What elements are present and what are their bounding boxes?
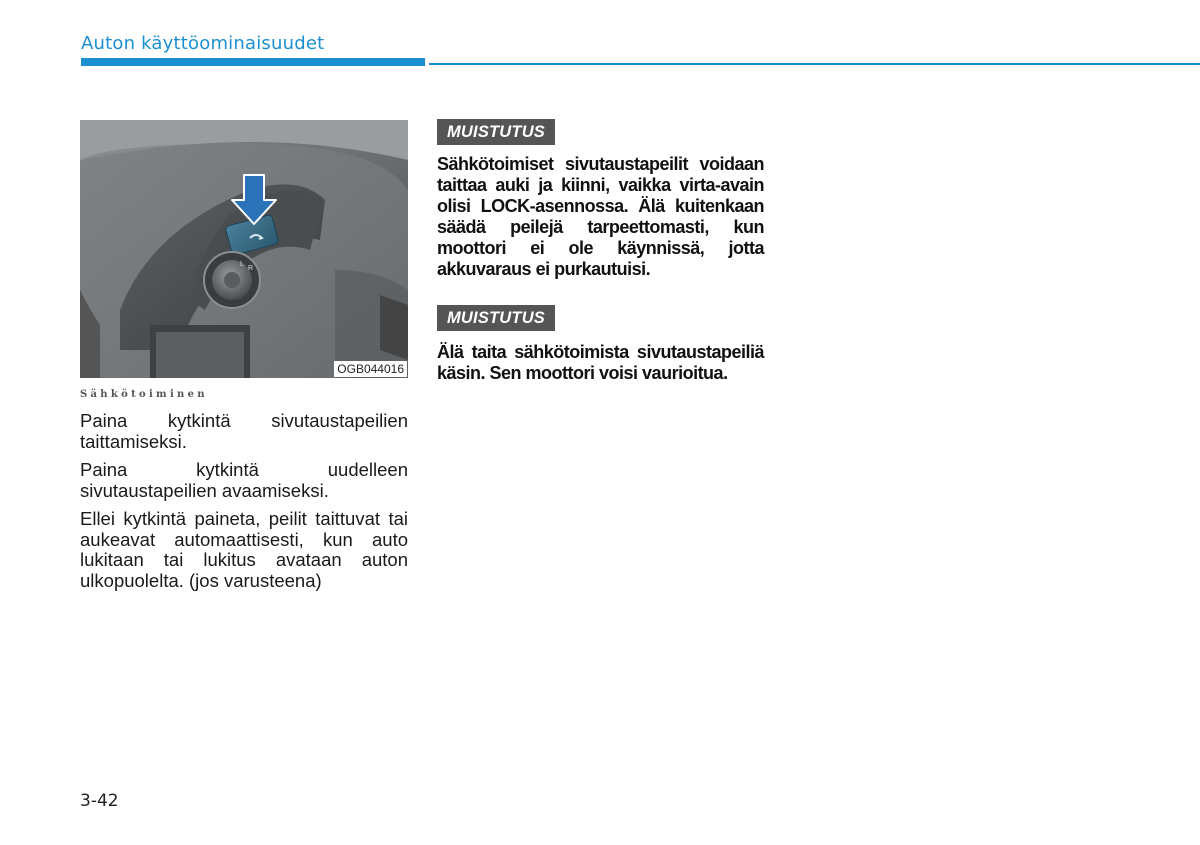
- switch-letter-r: R: [248, 265, 254, 272]
- page-number: 3-42: [80, 791, 119, 811]
- mirror-switch-illustration: [80, 120, 408, 378]
- notice-text: Sähkötoimiset sivutaustapeilit voidaan taittaa auki ja kiinni, vaikka virta-avain olisi LOCK-asennossa. Älä kuitenkaan säädä peilejä tarpeettomasti, kun moottori ei ole käynnissä, jotta akkuvaraus ei purkautuisi.: [437, 154, 764, 279]
- notice-text: Älä taita sähkötoimista sivutaustapeiliä käsin. Sen moottori voisi vaurioitua.: [437, 342, 764, 383]
- notice-label: MUISTUTUS: [437, 119, 555, 145]
- header-accent-bar: [81, 58, 425, 66]
- section-title: Auton käyttöominaisuudet: [81, 33, 325, 54]
- header-rule: [429, 63, 1200, 65]
- switch-letter-l: L: [240, 261, 244, 268]
- body-paragraph: Ellei kytkintä paineta, peilit taittuvat tai aukeavat automaattisesti, kun auto lukitaan tai lukitus avataan auton ulkopuolelta. (jos varusteena): [80, 508, 408, 591]
- figure-code: OGB044016: [334, 361, 407, 377]
- body-paragraph: Paina kytkintä sivutaustapeilien taittamiseksi.: [80, 410, 408, 452]
- notice-label: MUISTUTUS: [437, 305, 555, 331]
- figure-caption: Sähkötoiminen: [80, 389, 208, 400]
- mirror-switch-photo: [80, 120, 408, 378]
- body-paragraph: Paina kytkintä uudelleen sivutaustapeilien avaamiseksi.: [80, 459, 408, 501]
